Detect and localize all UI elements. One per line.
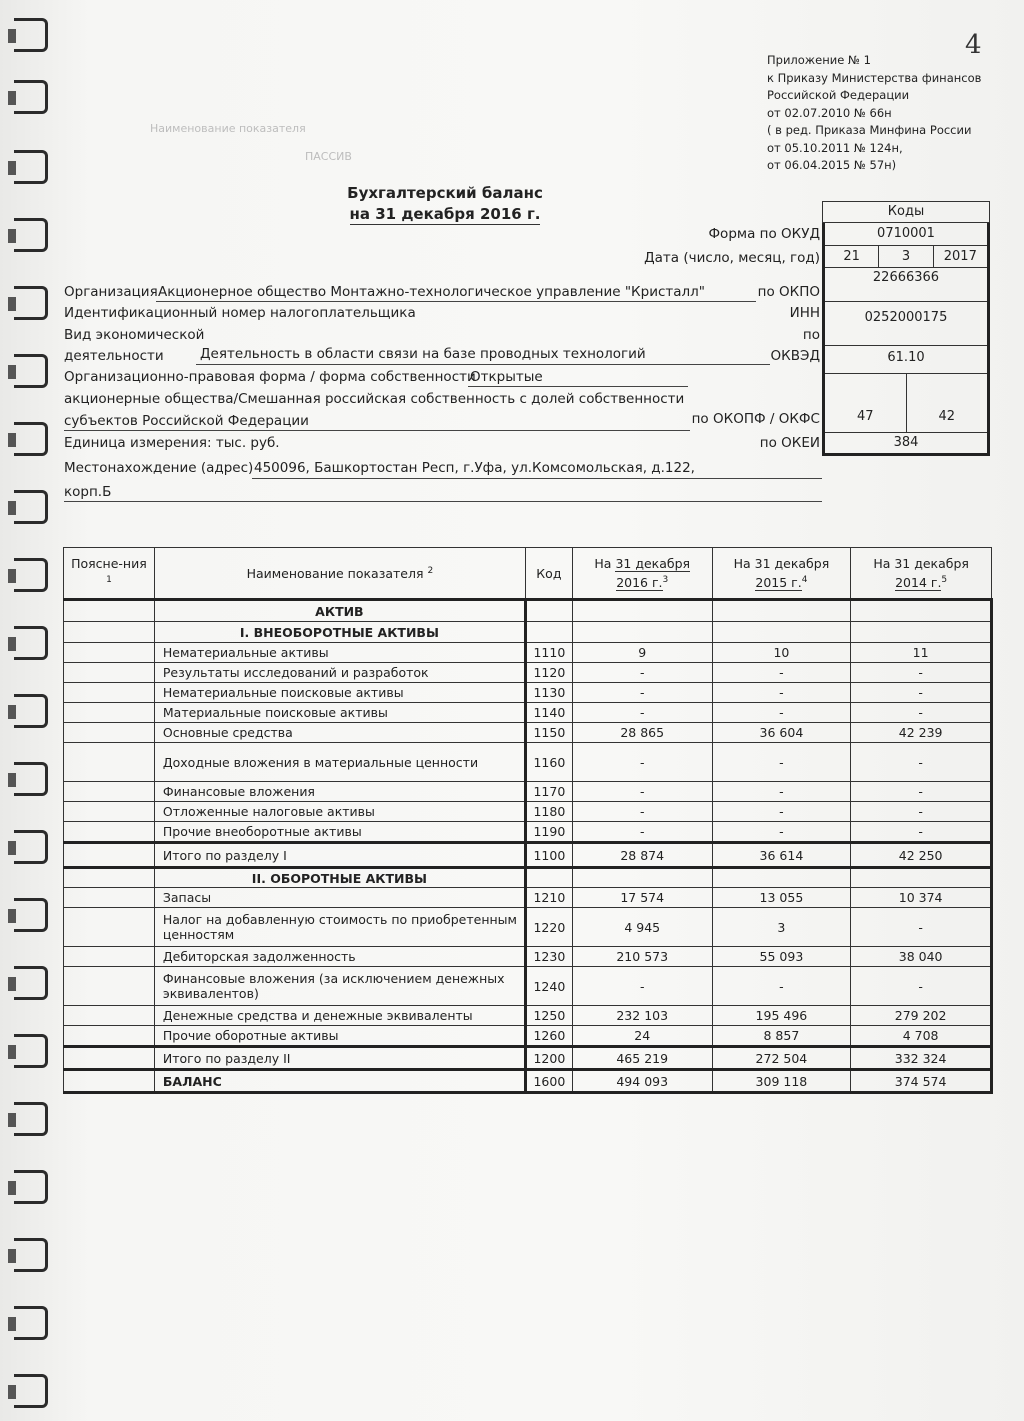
- note-cell: [64, 908, 155, 947]
- date-codes: [825, 245, 987, 267]
- value-2015: -: [712, 743, 851, 782]
- value-2014: -: [851, 967, 992, 1006]
- col-header-name: Наименование показателя $^2$: [154, 548, 525, 600]
- section-title: АКТИВ: [154, 600, 525, 622]
- row-code: 1600: [525, 1070, 572, 1093]
- value-2015: 195 496: [712, 1006, 851, 1026]
- table-row: [64, 683, 992, 703]
- value-2014: [851, 622, 992, 643]
- value-2015: [712, 622, 851, 643]
- code-cell: [525, 600, 572, 622]
- value-2016: 465 219: [572, 1047, 712, 1070]
- title-line-2: на 31 декабря 2016 г.: [349, 205, 541, 223]
- note-cell: [64, 843, 155, 868]
- row-name: Налог на добавленную стоимость по приобретенным ценностям: [154, 908, 525, 947]
- note-cell: [64, 947, 155, 967]
- value-2014: -: [851, 782, 992, 802]
- value-2014: 10 374: [851, 888, 992, 908]
- codes-box: [822, 223, 990, 456]
- row-name: Основные средства: [154, 723, 525, 743]
- value-2015: 36 604: [712, 723, 851, 743]
- appendix-line: от 02.07.2010 № 66н: [767, 105, 892, 120]
- binding-ring: [14, 218, 48, 252]
- value-2016: [572, 868, 712, 888]
- row-name: Итого по разделу I: [154, 843, 525, 868]
- note-cell: [64, 663, 155, 683]
- value-2014: -: [851, 663, 992, 683]
- row-code: 1110: [525, 643, 572, 663]
- value-2016: 494 093: [572, 1070, 712, 1093]
- row-code: 1180: [525, 802, 572, 822]
- activity-underline: [196, 364, 770, 365]
- address-label: Местонахождение (адрес): [64, 460, 254, 476]
- value-2014: -: [851, 703, 992, 723]
- table-row: [64, 663, 992, 683]
- legal-form-value-3: субъектов Российской Федерации: [64, 413, 309, 429]
- value-2015: 13 055: [712, 888, 851, 908]
- date-year: 2017: [933, 246, 987, 267]
- codes-block: [822, 201, 990, 456]
- inn-label: Идентификационный номер налогоплательщика: [64, 305, 416, 321]
- row-code: 1250: [525, 1006, 572, 1026]
- note-cell: [64, 743, 155, 782]
- value-2015: 309 118: [712, 1070, 851, 1093]
- activity-value: Деятельность в области связи на базе проводных технологий: [200, 346, 646, 362]
- address-value-2: корп.Б: [64, 484, 112, 500]
- binding-ring: [14, 1374, 48, 1408]
- table-row: [64, 723, 992, 743]
- note-cell: [64, 643, 155, 663]
- value-2015: -: [712, 967, 851, 1006]
- col-header-2014: На 31 декабря 2014 г.$^5$: [851, 548, 992, 600]
- section-row-1: [64, 622, 992, 643]
- value-2015: -: [712, 802, 851, 822]
- legal-form-value-1: Открытые: [470, 369, 543, 385]
- table-row: [64, 643, 992, 663]
- table-row: [64, 703, 992, 723]
- inn-short-label: ИНН: [789, 305, 820, 321]
- date-month: 3: [878, 246, 932, 267]
- table-body: [64, 600, 992, 1093]
- row-code: 1140: [525, 703, 572, 723]
- value-2016: -: [572, 822, 712, 843]
- address-underline-1: [252, 478, 822, 479]
- note-cell: [64, 967, 155, 1006]
- note-cell: [64, 703, 155, 723]
- row-code: 1230: [525, 947, 572, 967]
- value-2016: 232 103: [572, 1006, 712, 1026]
- row-code: 1160: [525, 743, 572, 782]
- page-number: 4: [965, 30, 982, 60]
- note-cell: [64, 723, 155, 743]
- value-2014: 374 574: [851, 1070, 992, 1093]
- value-2015: 8 857: [712, 1026, 851, 1047]
- title-line-1: Бухгалтерский баланс: [347, 184, 543, 202]
- row-name: Дебиторская задолженность: [154, 947, 525, 967]
- okved-label: ОКВЭД: [770, 348, 820, 364]
- total-row-1: [64, 843, 992, 868]
- bleed-through-text: ПАССИВ: [305, 150, 352, 163]
- value-2014: 332 324: [851, 1047, 992, 1070]
- value-2014: 38 040: [851, 947, 992, 967]
- row-name: Нематериальные поисковые активы: [154, 683, 525, 703]
- binding-ring: [14, 354, 48, 388]
- section-row-2: [64, 868, 992, 888]
- value-2016: [572, 600, 712, 622]
- value-2016: 28 874: [572, 843, 712, 868]
- row-code: 1260: [525, 1026, 572, 1047]
- table-row: [64, 908, 992, 947]
- okud-label: Форма по ОКУД: [708, 226, 820, 242]
- value-2015: -: [712, 822, 851, 843]
- value-2016: -: [572, 782, 712, 802]
- binding-ring: [14, 18, 48, 52]
- appendix-line: от 06.04.2015 № 57н): [767, 158, 897, 172]
- balance-table: [63, 547, 993, 1094]
- row-code: 1210: [525, 888, 572, 908]
- binding-ring: [14, 286, 48, 320]
- binding-ring: [14, 762, 48, 796]
- table-row: [64, 888, 992, 908]
- activity-label-2: деятельности: [64, 348, 164, 364]
- row-name: Итого по разделу II: [154, 1047, 525, 1070]
- value-2015: -: [712, 782, 851, 802]
- okfs-code: 42: [906, 374, 988, 432]
- value-2016: [572, 622, 712, 643]
- okopf-code: 47: [856, 409, 874, 424]
- binding-ring: [14, 150, 48, 184]
- okpo-code: 22666366: [825, 267, 987, 301]
- value-2016: -: [572, 967, 712, 1006]
- appendix-line: Приложение № 1: [767, 53, 871, 67]
- row-code: 1120: [525, 663, 572, 683]
- value-2015: 272 504: [712, 1047, 851, 1070]
- row-name: Прочие внеоборотные активы: [154, 822, 525, 843]
- value-2016: 4 945: [572, 908, 712, 947]
- note-cell: [64, 1026, 155, 1047]
- okopf-label: по ОКОПФ / ОКФС: [691, 411, 820, 427]
- legal-form-label: Организационно-правовая форма / форма собственности: [64, 369, 476, 385]
- row-name: Нематериальные активы: [154, 643, 525, 663]
- row-name: Материальные поисковые активы: [154, 703, 525, 723]
- address-value-1: 450096, Башкортостан Респ, г.Уфа, ул.Комсомольская, д.122,: [254, 460, 695, 476]
- col-header-2016: На 31 декабря 2016 г.$^3$: [572, 548, 712, 600]
- code-cell: [525, 868, 572, 888]
- org-name: Акционерное общество Монтажно-технологическое управление "Кристалл": [158, 284, 706, 300]
- value-2014: -: [851, 822, 992, 843]
- legal-form-value-2: акционерные общества/Смешанная российская собственность с долей собственности: [64, 391, 685, 407]
- value-2016: -: [572, 802, 712, 822]
- note-cell: [64, 868, 155, 888]
- table-row: [64, 967, 992, 1006]
- note-cell: [64, 822, 155, 843]
- value-2016: -: [572, 663, 712, 683]
- value-2014: [851, 600, 992, 622]
- value-2014: 42 239: [851, 723, 992, 743]
- binding-ring: [14, 490, 48, 524]
- binding-ring: [14, 1238, 48, 1272]
- spiral-binding: [14, 0, 54, 1421]
- table-row: [64, 802, 992, 822]
- code-cell: [525, 622, 572, 643]
- table-row: [64, 1026, 992, 1047]
- value-2015: [712, 600, 851, 622]
- section-title: II. ОБОРОТНЫЕ АКТИВЫ: [154, 868, 525, 888]
- value-2015: 55 093: [712, 947, 851, 967]
- appendix-note: [767, 52, 981, 175]
- okud-code: 0710001: [877, 226, 935, 241]
- value-2015: -: [712, 703, 851, 723]
- value-2016: 9: [572, 643, 712, 663]
- binding-ring: [14, 830, 48, 864]
- binding-ring: [14, 1034, 48, 1068]
- unit-label: Единица измерения: тыс. руб.: [64, 435, 280, 451]
- value-2014: -: [851, 683, 992, 703]
- inn-code: 0252000175: [825, 301, 987, 345]
- row-code: 1100: [525, 843, 572, 868]
- okei-label: по ОКЕИ: [759, 435, 820, 451]
- legal-underline-3: [64, 430, 690, 431]
- note-cell: [64, 1006, 155, 1026]
- table-header-row: [64, 548, 992, 600]
- section-title: I. ВНЕОБОРОТНЫЕ АКТИВЫ: [154, 622, 525, 643]
- okei-code: 384: [825, 432, 987, 453]
- okopf-okfs-codes: [825, 373, 987, 432]
- value-2015: 36 614: [712, 843, 851, 868]
- value-2014: 11: [851, 643, 992, 663]
- value-2015: -: [712, 663, 851, 683]
- total-row-2: [64, 1047, 992, 1070]
- binding-ring: [14, 80, 48, 114]
- date-label: Дата (число, месяц, год): [644, 250, 820, 266]
- binding-ring: [14, 966, 48, 1000]
- note-cell: [64, 683, 155, 703]
- okpo-label: по ОКПО: [757, 284, 820, 300]
- binding-ring: [14, 1102, 48, 1136]
- codes-header: Коды: [822, 201, 990, 223]
- appendix-line: ( в ред. Приказа Минфина России: [767, 123, 972, 137]
- note-cell: [64, 622, 155, 643]
- table-row: [64, 947, 992, 967]
- org-underline: [156, 301, 756, 302]
- appendix-line: Российской Федерации: [767, 88, 910, 102]
- row-name: БАЛАНС: [154, 1070, 525, 1093]
- po-label: по: [802, 327, 820, 343]
- row-name: Отложенные налоговые активы: [154, 802, 525, 822]
- balance-row: [64, 1070, 992, 1093]
- note-cell: [64, 888, 155, 908]
- address-underline-2: [64, 501, 822, 502]
- date-day: 21: [843, 249, 860, 264]
- note-cell: [64, 1070, 155, 1093]
- row-name: Денежные средства и денежные эквиваленты: [154, 1006, 525, 1026]
- org-label: Организация: [64, 284, 158, 300]
- binding-ring: [14, 898, 48, 932]
- note-cell: [64, 1047, 155, 1070]
- legal-underline-1: [468, 386, 688, 387]
- activity-label-1: Вид экономической: [64, 327, 205, 343]
- table-row: [64, 822, 992, 843]
- row-code: 1130: [525, 683, 572, 703]
- binding-ring: [14, 422, 48, 456]
- value-2016: -: [572, 743, 712, 782]
- document-title: [300, 183, 590, 225]
- value-2016: 28 865: [572, 723, 712, 743]
- binding-ring: [14, 1170, 48, 1204]
- row-name: Финансовые вложения (за исключением денежных эквивалентов): [154, 967, 525, 1006]
- value-2015: [712, 868, 851, 888]
- row-name: Доходные вложения в материальные ценности: [154, 743, 525, 782]
- value-2015: 3: [712, 908, 851, 947]
- col-header-note: Поясне-ния $^1$: [64, 548, 155, 600]
- table-row: [64, 743, 992, 782]
- value-2016: 210 573: [572, 947, 712, 967]
- value-2014: -: [851, 908, 992, 947]
- col-header-2015: На 31 декабря 2015 г.$^4$: [712, 548, 851, 600]
- appendix-line: к Приказу Министерства финансов: [767, 70, 982, 85]
- row-name: Прочие оборотные активы: [154, 1026, 525, 1047]
- row-name: Результаты исследований и разработок: [154, 663, 525, 683]
- row-name: Финансовые вложения: [154, 782, 525, 802]
- row-code: 1220: [525, 908, 572, 947]
- row-code: 1170: [525, 782, 572, 802]
- note-cell: [64, 802, 155, 822]
- note-cell: [64, 782, 155, 802]
- table-row: [64, 782, 992, 802]
- row-name: Запасы: [154, 888, 525, 908]
- value-2014: 4 708: [851, 1026, 992, 1047]
- value-2016: -: [572, 683, 712, 703]
- note-cell: [64, 600, 155, 622]
- value-2014: 279 202: [851, 1006, 992, 1026]
- row-code: 1240: [525, 967, 572, 1006]
- binding-ring: [14, 558, 48, 592]
- value-2015: -: [712, 683, 851, 703]
- appendix-line: от 05.10.2011 № 124н,: [767, 140, 903, 155]
- row-code: 1150: [525, 723, 572, 743]
- table-row: [64, 1006, 992, 1026]
- value-2015: 10: [712, 643, 851, 663]
- binding-ring: [14, 694, 48, 728]
- value-2016: 24: [572, 1026, 712, 1047]
- row-code: 1200: [525, 1047, 572, 1070]
- binding-ring: [14, 626, 48, 660]
- bleed-through-text: Наименование показателя: [150, 122, 306, 135]
- okved-code: 61.10: [825, 345, 987, 373]
- binding-ring: [14, 1306, 48, 1340]
- value-2016: 17 574: [572, 888, 712, 908]
- value-2014: [851, 868, 992, 888]
- value-2014: -: [851, 743, 992, 782]
- section-row-aktiv: [64, 600, 992, 622]
- row-code: 1190: [525, 822, 572, 843]
- value-2016: -: [572, 703, 712, 723]
- value-2014: -: [851, 802, 992, 822]
- col-header-code: Код: [525, 548, 572, 600]
- value-2014: 42 250: [851, 843, 992, 868]
